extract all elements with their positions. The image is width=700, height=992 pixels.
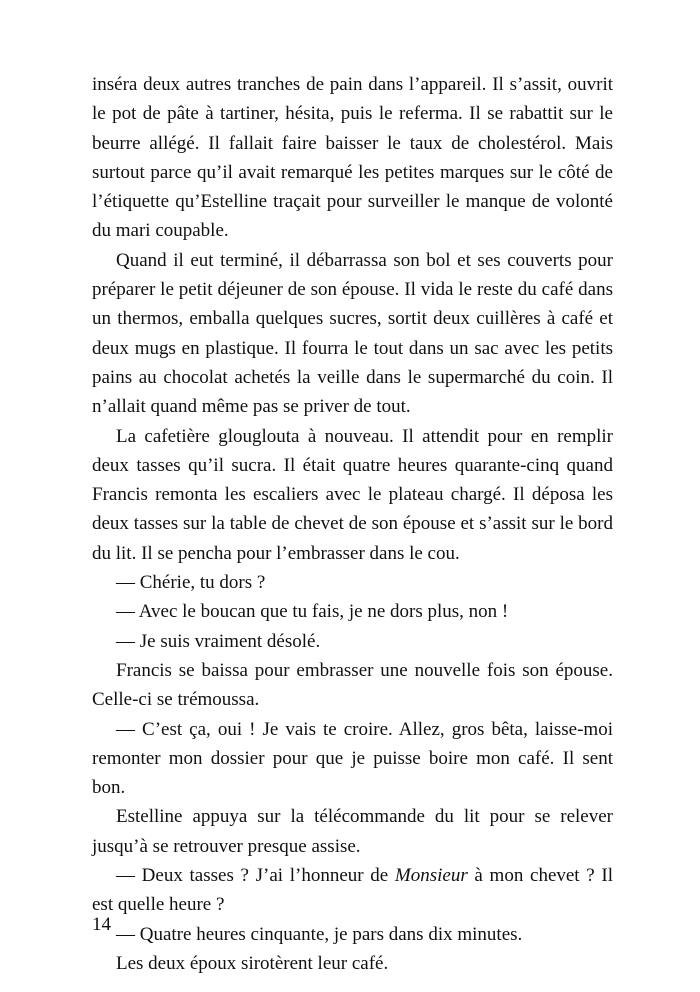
paragraph-5: Estelline appuya sur la télécommande du lit pour se relever jusqu’à se retrouver presque assise. [92, 806, 613, 857]
dialogue-line-4: — C’est ça, oui ! Je vais te croire. Allez, gros bêta, laisse-moi remonter mon dossier pour que je puisse boire mon café. Il sent bon. [92, 718, 613, 799]
dialogue-line-5-italic: Monsieur [394, 865, 468, 887]
dialogue-line-6: — Quatre heures cinquante, je pars dans dix minutes. [116, 923, 523, 945]
dialogue-line-5-end: à mon chevet ? Il est quelle heure ? [92, 865, 613, 916]
dialogue-line-5-start: — Deux tasses ? J’ai l’honneur de [116, 865, 395, 887]
paragraph-4: Francis se baissa pour embrasser une nouvelle fois son épouse. Celle-ci se trémoussa. [92, 659, 613, 711]
paragraph-1: inséra deux autres tranches de pain dans l’appareil. Il s’assit, ouvrit le pot de pâte à tartiner, hésita, puis le referma. Il se rabattit sur le beurre allégé. Il fallait faire baisser le taux de cholestérol. Mais surtout parce qu’il avait remarqué les petites marques sur le côté de l’étiquette qu’Estelline traçait pour surveiller le manque de volonté du mari coupable. [92, 74, 613, 242]
paragraph-6: Les deux époux sirotèrent leur café. [116, 952, 389, 974]
dialogue-line-1: — Chérie, tu dors ? [116, 572, 266, 594]
paragraph-2: Quand il eut terminé, il débarrassa son bol et ses couverts pour préparer le petit déjeuner de son épouse. Il vida le reste du café dans un thermos, emballa quelques sucres, sortit deux cuillères à café et deux mugs en plastique. Il fourra le tout dans un sac avec les petits pains au chocolat achetés la veille dans le supermarché du coin. Il n’allait quand même pas se priver de tout. [92, 249, 613, 418]
dialogue-line-3: — Je suis vraiment désolé. [116, 630, 321, 652]
paragraph-3: La cafetière glouglouta à nouveau. Il attendit pour en remplir deux tasses qu’il sucra. Il était quatre heures quarante-cinq quand Francis remonta les escaliers avec le plateau chargé. Il déposa les deux tasses sur la table de chevet de son épouse et s’assit sur le bord du lit. Il se pencha pour l’embrasser dans le cou. [92, 425, 613, 564]
dialogue-line-5 [92, 861, 613, 920]
dialogue-line-2: — Avec le boucan que tu fais, je ne dors plus, non ! [116, 601, 509, 623]
body-text [92, 70, 613, 978]
page-number: 14 [92, 914, 111, 935]
